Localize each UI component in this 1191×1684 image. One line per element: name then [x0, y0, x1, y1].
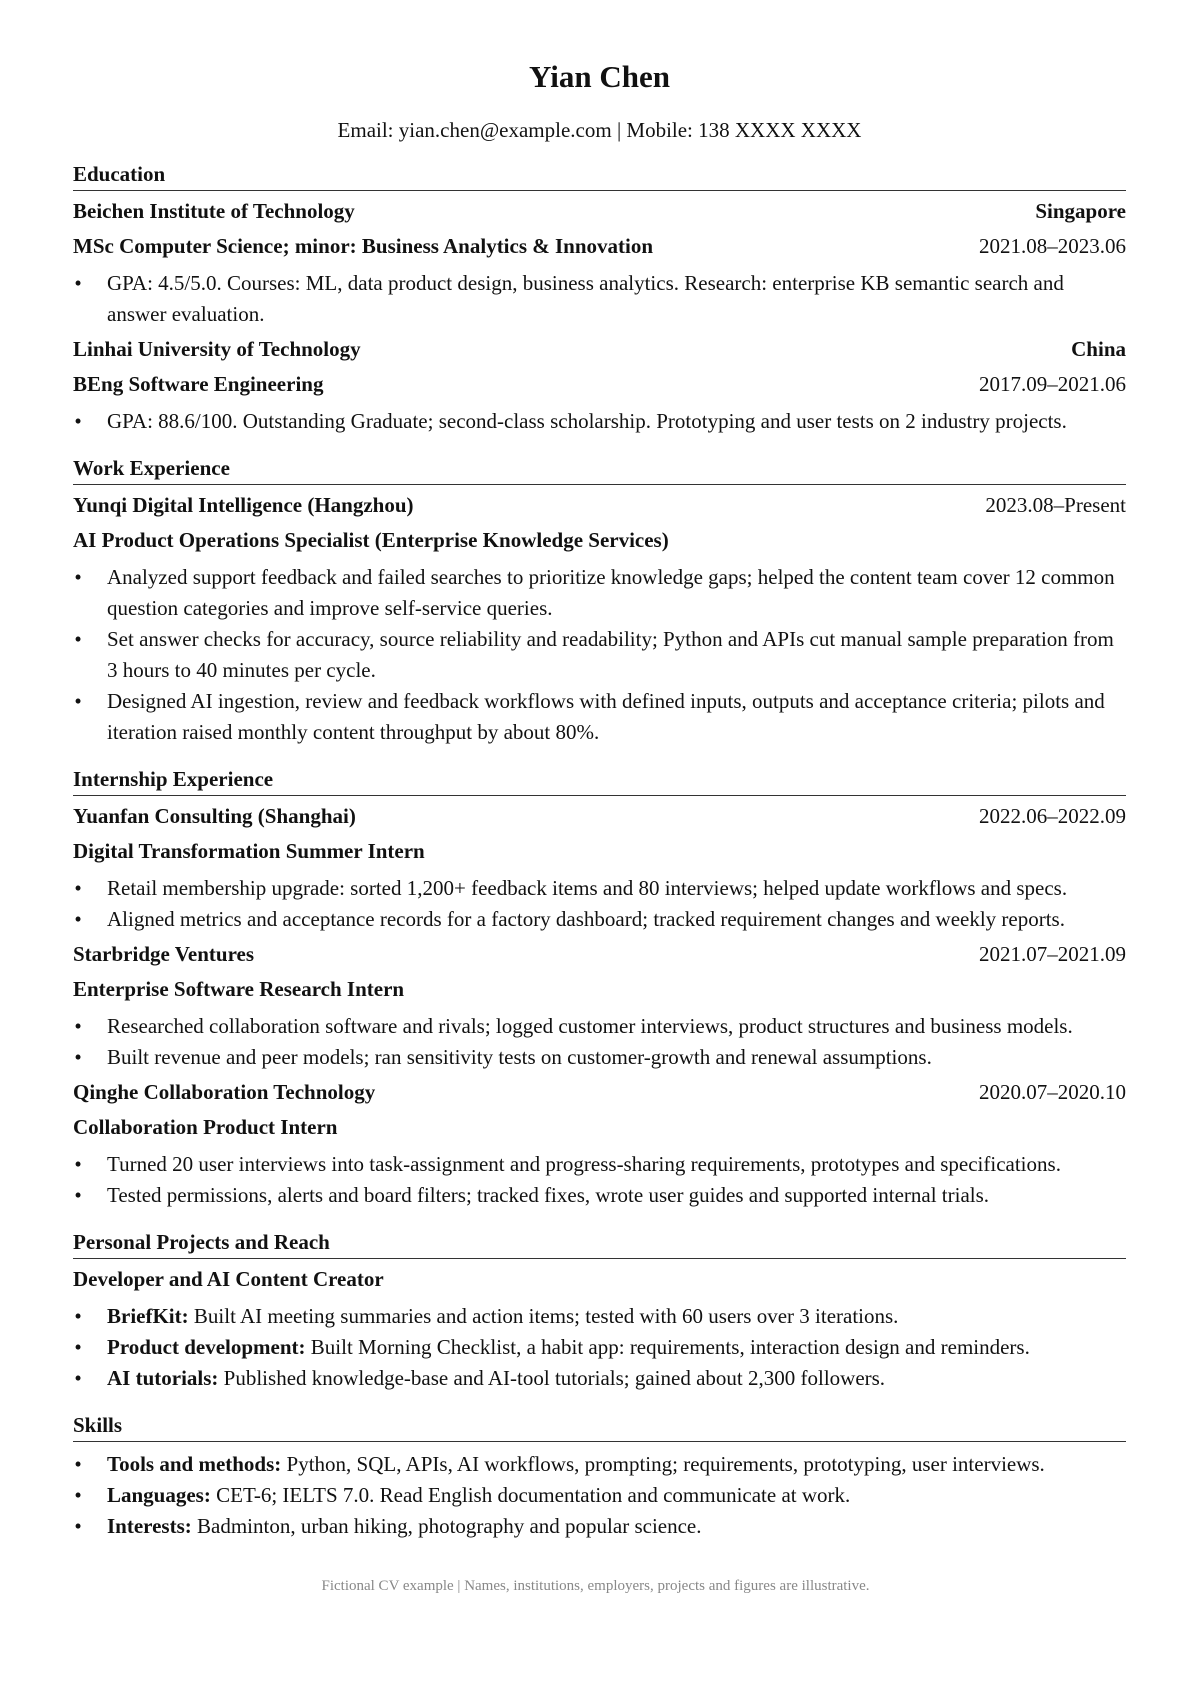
employer-name: Yunqi Digital Intelligence (Hangzhou): [73, 493, 414, 517]
bullet-text: Built revenue and peer models; ran sensitivity tests on customer-growth and renewal assumptions.: [107, 1045, 932, 1069]
internship-role-row: [73, 1114, 1126, 1140]
bullet-icon: •: [74, 689, 82, 713]
list-item: [73, 562, 1126, 624]
degree-name: BEng Software Engineering: [73, 372, 324, 396]
list-item: [73, 1301, 1126, 1332]
date-range: 2023.08–Present: [985, 493, 1126, 517]
list-item: [73, 1332, 1126, 1363]
bullet-icon: •: [74, 1366, 82, 1390]
work-role-row: [73, 527, 1126, 553]
degree-name: MSc Computer Science; minor: Business Analytics & Innovation: [73, 234, 654, 258]
section-title-skills: Skills: [73, 1412, 1126, 1442]
resume-page: [73, 0, 1126, 1548]
bullet-icon: •: [74, 1152, 82, 1176]
candidate-name: Yian Chen: [529, 59, 670, 94]
footer-note: Fictional CV example | Names, institutions, employers, projects and figures are illustrative.: [321, 1578, 870, 1594]
bullet-key: Tools and methods:: [107, 1452, 282, 1476]
internship-entry-header: [73, 1079, 1126, 1105]
bullet-icon: •: [74, 1045, 82, 1069]
contact-line: Email: yian.chen@example.com | Mobile: 138 XXXX XXXX: [337, 118, 862, 142]
internship-role-row: [73, 838, 1126, 864]
employer-name: Qinghe Collaboration Technology: [73, 1080, 376, 1104]
date-range: 2017.09–2021.06: [979, 372, 1126, 396]
bullet-icon: •: [74, 627, 82, 651]
list-item: [73, 1042, 1126, 1073]
bullet-icon: •: [74, 565, 82, 589]
list-item: [73, 406, 1126, 437]
bullet-icon: •: [74, 1452, 82, 1476]
internship-bullets: [73, 1011, 1126, 1073]
institution-name: Linhai University of Technology: [73, 337, 361, 361]
list-item: [73, 268, 1126, 330]
date-range: 2020.07–2020.10: [979, 1080, 1126, 1104]
bullet-text: Designed AI ingestion, review and feedback workflows with defined inputs, outputs and acceptance criteria; pilots and iteration raised monthly content throughput by about 80%.: [107, 689, 1105, 744]
education-bullets: [73, 268, 1126, 330]
bullet-text: Tested permissions, alerts and board filters; tracked fixes, wrote user guides and supported internal trials.: [107, 1183, 990, 1207]
bullet-text: Badminton, urban hiking, photography and popular science.: [191, 1514, 702, 1538]
bullet-text: Retail membership upgrade: sorted 1,200+ feedback items and 80 interviews; helped update workflows and specs.: [107, 876, 1068, 900]
internship-entry-header: [73, 803, 1126, 829]
date-range: 2021.08–2023.06: [979, 234, 1126, 258]
list-item: [73, 624, 1126, 686]
institution-location: Singapore: [1035, 199, 1126, 223]
bullet-text: Built AI meeting summaries and action items; tested with 60 users over 3 iterations.: [188, 1304, 899, 1328]
bullet-icon: •: [74, 271, 82, 295]
bullet-text: GPA: 4.5/5.0. Courses: ML, data product design, business analytics. Research: enterprise KB semantic search and answer evaluation.: [107, 271, 1064, 326]
project-role: Developer and AI Content Creator: [73, 1267, 384, 1291]
bullet-icon: •: [74, 1304, 82, 1328]
bullet-icon: •: [74, 876, 82, 900]
bullet-text: Analyzed support feedback and failed searches to prioritize knowledge gaps; helped the content team cover 12 common question categories and improve self-service queries.: [107, 565, 1115, 620]
projects-role-row: [73, 1266, 1126, 1292]
bullet-text: Set answer checks for accuracy, source reliability and readability; Python and APIs cut manual sample preparation from 3 hours to 40 minutes per cycle.: [107, 627, 1114, 682]
bullet-icon: •: [74, 1014, 82, 1038]
bullet-icon: •: [74, 409, 82, 433]
education-section: [73, 161, 1126, 437]
projects-section: [73, 1229, 1126, 1394]
bullet-icon: •: [74, 1183, 82, 1207]
skills-section: [73, 1412, 1126, 1542]
employer-name: Starbridge Ventures: [73, 942, 255, 966]
list-item: [73, 904, 1126, 935]
internship-entry-header: [73, 941, 1126, 967]
list-item: [73, 1511, 1126, 1542]
list-item: [73, 1363, 1126, 1394]
section-title-projects: Personal Projects and Reach: [73, 1229, 1126, 1259]
work-bullets: [73, 562, 1126, 748]
internship-bullets: [73, 873, 1126, 935]
section-title-internship: Internship Experience: [73, 766, 1126, 796]
bullet-key: Product development:: [107, 1335, 306, 1359]
bullet-text: Turned 20 user interviews into task-assignment and progress-sharing requirements, prototypes and specifications.: [107, 1152, 1061, 1176]
education-entry-header: [73, 336, 1126, 362]
job-title: Enterprise Software Research Intern: [73, 977, 405, 1001]
bullet-icon: •: [74, 1483, 82, 1507]
skills-bullets: [73, 1449, 1126, 1542]
bullet-key: Languages:: [107, 1483, 211, 1507]
internship-section: [73, 766, 1126, 1211]
bullet-icon: •: [74, 1335, 82, 1359]
bullet-text: GPA: 88.6/100. Outstanding Graduate; second-class scholarship. Prototyping and user tests on 2 industry projects.: [107, 409, 1067, 433]
institution-location: China: [1071, 337, 1126, 361]
bullet-text: Researched collaboration software and rivals; logged customer interviews, product structures and business models.: [107, 1014, 1073, 1038]
institution-name: Beichen Institute of Technology: [73, 199, 355, 223]
list-item: [73, 1149, 1126, 1180]
bullet-key: AI tutorials:: [107, 1366, 219, 1390]
date-range: 2022.06–2022.09: [979, 804, 1126, 828]
list-item: [73, 1480, 1126, 1511]
list-item: [73, 1011, 1126, 1042]
bullet-text: Built Morning Checklist, a habit app: requirements, interaction design and reminders.: [305, 1335, 1030, 1359]
education-bullets: [73, 406, 1126, 437]
work-section: [73, 455, 1126, 748]
bullet-text: Python, SQL, APIs, AI workflows, prompting; requirements, prototyping, user interviews.: [281, 1452, 1045, 1476]
section-title-work: Work Experience: [73, 455, 1126, 485]
bullet-text: Aligned metrics and acceptance records for a factory dashboard; tracked requirement changes and weekly reports.: [107, 907, 1065, 931]
internship-bullets: [73, 1149, 1126, 1211]
section-title-education: Education: [73, 161, 1126, 191]
bullet-key: BriefKit:: [107, 1304, 189, 1328]
work-entry-header: [73, 492, 1126, 518]
projects-bullets: [73, 1301, 1126, 1394]
list-item: [73, 873, 1126, 904]
job-title: AI Product Operations Specialist (Enterprise Knowledge Services): [73, 528, 669, 552]
employer-name: Yuanfan Consulting (Shanghai): [73, 804, 356, 828]
education-degree-row: [73, 233, 1126, 259]
bullet-key: Interests:: [107, 1514, 192, 1538]
job-title: Collaboration Product Intern: [73, 1115, 338, 1139]
education-degree-row: [73, 371, 1126, 397]
bullet-text: Published knowledge-base and AI-tool tutorials; gained about 2,300 followers.: [218, 1366, 886, 1390]
internship-role-row: [73, 976, 1126, 1002]
date-range: 2021.07–2021.09: [979, 942, 1126, 966]
list-item: [73, 686, 1126, 748]
job-title: Digital Transformation Summer Intern: [73, 839, 425, 863]
bullet-text: CET-6; IELTS 7.0. Read English documentation and communicate at work.: [210, 1483, 851, 1507]
list-item: [73, 1449, 1126, 1480]
bullet-icon: •: [74, 907, 82, 931]
list-item: [73, 1180, 1126, 1211]
education-entry-header: [73, 198, 1126, 224]
bullet-icon: •: [74, 1514, 82, 1538]
